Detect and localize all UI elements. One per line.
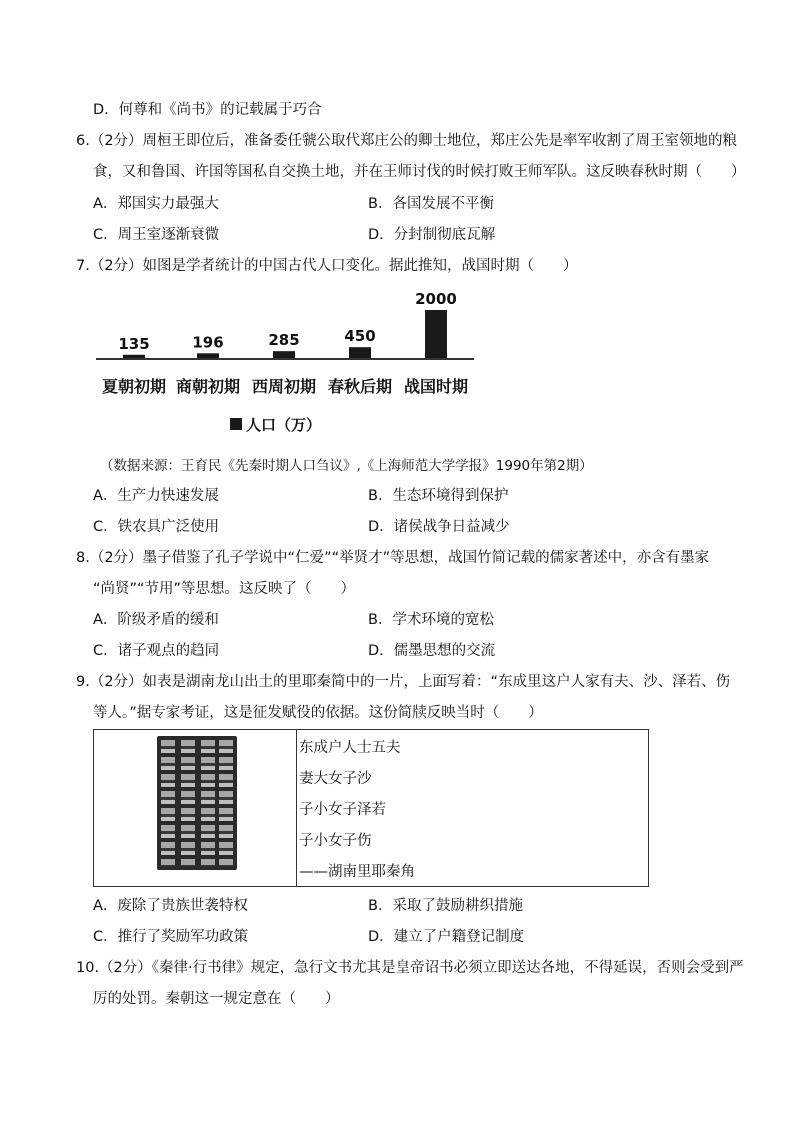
- bar-3: [273, 351, 295, 358]
- q9-stem-line1: 9.（2分）如表是湖南龙山出土的里耶秦简中的一片，上面写着：“东成里这户人家有夫、沙、泽若、伤: [76, 674, 731, 690]
- q7-data-source: （数据来源：王育民《先秦时期人口刍议》,《上海师范大学学报》1990年第2期）: [100, 458, 593, 474]
- slip-row-3: 子小女子泽若: [299, 802, 386, 818]
- q9-option-a: A．废除了贵族世袭特权: [93, 898, 248, 914]
- q8-option-a: A．阶级矛盾的缓和: [93, 612, 219, 628]
- bar-5: [425, 310, 447, 358]
- bar-2: [197, 353, 219, 358]
- q7-option-d: D．诸侯战争日益减少: [368, 519, 510, 535]
- q7-stem-line1: 7.（2分）如图是学者统计的中国古代人口变化。据此推知，战国时期（ ）: [76, 258, 578, 274]
- q10-stem-line1: 10.（2分）《秦律·行书律》规定，急行文书尤其是皇帝诏书必须立即送达各地，不得延误，否则会受到严: [76, 960, 744, 976]
- q6-stem-line1: 6.（2分）周桓王即位后，准备委任虢公取代郑庄公的卿士地位，郑庄公先是率军收割了周王室领地的粮: [76, 133, 738, 149]
- q7-option-a: A．生产力快速发展: [93, 488, 219, 504]
- q6-option-c: C．周王室逐渐衰微: [93, 227, 220, 243]
- slip-image-cell: [94, 730, 297, 886]
- q9-option-d: D．建立了户籍登记制度: [368, 929, 525, 945]
- bar-value-label-1: 135: [118, 334, 150, 353]
- bar-4: [349, 347, 371, 358]
- q6-stem-line2: 食，又和鲁国、许国等国私自交换土地，并在王师讨伐的时候打败王师军队。这反映春秋时期（ ）: [93, 164, 746, 180]
- population-bar-chart: [90, 286, 490, 446]
- bar-1: [123, 355, 145, 358]
- slip-row-1: 东成户人士五夫: [299, 740, 401, 756]
- category-label-1: 夏朝初期: [101, 377, 167, 396]
- q10-stem-line2: 厉的处罚。秦朝这一规定意在（ ）: [93, 991, 340, 1007]
- q9-stem-line2: 等人。”据专家考证，这是征发赋役的依据。这份简牍反映当时（ ）: [93, 705, 543, 721]
- q7-option-b: B．生态环境得到保护: [368, 488, 509, 504]
- bamboo-slip-table: [93, 729, 649, 887]
- q8-stem-line2: “尚贤”“节用”等思想。这反映了（ ）: [93, 581, 356, 597]
- slip-row-4: 子小女子伤: [299, 833, 372, 849]
- bar-value-label-2: 196: [192, 333, 224, 352]
- category-label-5: 战国时期: [403, 377, 469, 396]
- slip-row-5: ——湖南里耶秦角: [299, 864, 415, 880]
- legend-swatch: [230, 418, 242, 430]
- q6-option-b: B．各国发展不平衡: [368, 196, 494, 212]
- slip-row-2: 妻大女子沙: [299, 771, 372, 787]
- bar-value-label-5: 2000: [415, 290, 457, 308]
- q9-option-c: C．推行了奖励军功政策: [93, 929, 249, 945]
- q7-option-c: C．铁农具广泛使用: [93, 519, 220, 535]
- category-label-4: 春秋后期: [327, 377, 393, 396]
- q9-option-b: B．采取了鼓励耕织措施: [368, 898, 523, 914]
- q6-option-a: A．郑国实力最强大: [93, 196, 219, 212]
- bar-value-label-4: 450: [344, 327, 376, 346]
- category-label-2: 商朝初期: [175, 377, 241, 396]
- q8-option-b: B．学术环境的宽松: [368, 612, 494, 628]
- q8-stem-line1: 8.（2分）墨子借鉴了孔子学说中“仁爱”“举贤才”等思想，战国竹简记载的儒家著述中，亦含有墨家: [76, 550, 710, 566]
- q8-option-c: C．诸子观点的趋同: [93, 643, 220, 659]
- legend-label: 人口（万）: [246, 416, 322, 434]
- category-label-3: 西周初期: [251, 377, 317, 396]
- q5-option-d: D．何尊和《尚书》的记载属于巧合: [93, 102, 322, 118]
- bar-value-label-3: 285: [268, 331, 300, 350]
- q8-option-d: D．儒墨思想的交流: [368, 643, 496, 659]
- q6-option-d: D．分封制彻底瓦解: [368, 227, 496, 243]
- bamboo-slip-image: [157, 736, 237, 870]
